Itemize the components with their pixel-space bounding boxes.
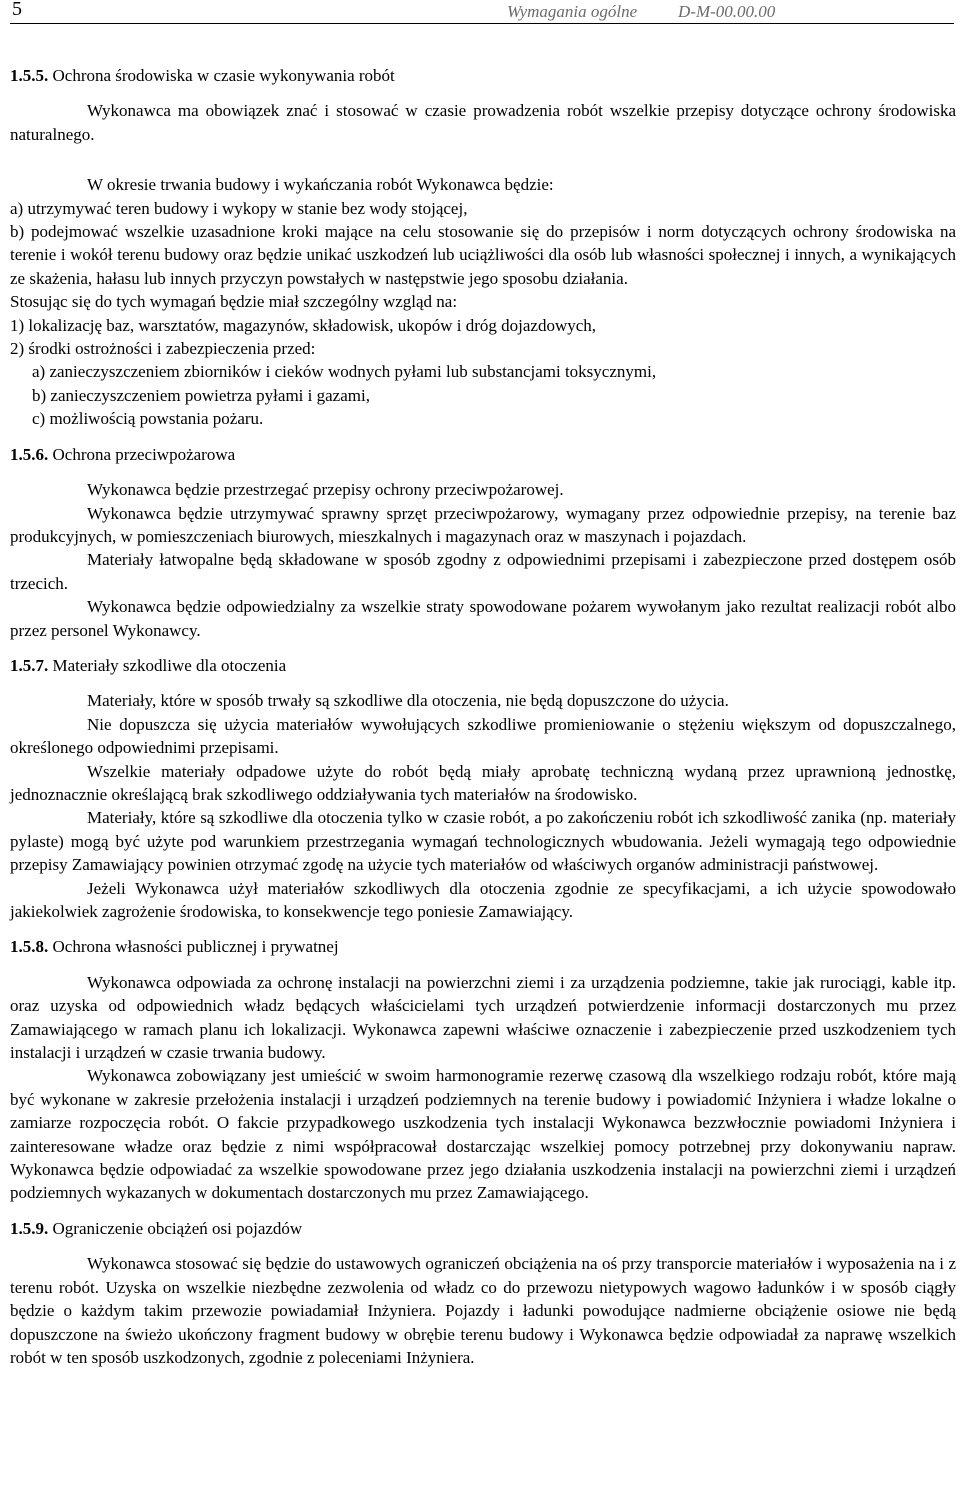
section-number: 1.5.6. bbox=[10, 444, 49, 464]
paragraph: Wykonawca będzie przestrzegać przepisy ochrony przeciwpożarowej. bbox=[87, 480, 564, 500]
list-subitem: c) możliwością powstania pożaru. bbox=[32, 409, 264, 429]
document-body bbox=[10, 64, 956, 1369]
section-number: 1.5.9. bbox=[10, 1218, 49, 1238]
section-heading-1-5-5 bbox=[10, 64, 956, 87]
document-page bbox=[10, 0, 956, 22]
paragraph: Materiały, które są szkodliwe dla otoczenia tylko w czasie robót, a po zakończeniu robót ich szkodliwość zanika (np. materiały pylaste) mogą być użyte pod warunkiem przestrzegania wymagań technologicznych wbudowania. Jeżeli wymagają tego odpowiednie przepisy Zamawiający powinien otrzymać zgodę na użycie tych materiałów od właściwych organów administracji państwowej. bbox=[10, 808, 956, 875]
section-number: 1.5.5. bbox=[10, 66, 49, 85]
section-heading-1-5-9 bbox=[10, 1217, 956, 1240]
header-title: Wymagania ogólne bbox=[507, 2, 638, 21]
paragraph: Jeżeli Wykonawca użył materiałów szkodliwych dla otoczenia zgodnie ze specyfikacjami, a ich użycie spowodowało jakiekolwiek zagrożenie środowiska, to konsekwencje tego poniesie Zamawiający. bbox=[10, 878, 956, 921]
header-code: D-M-00.00.00 bbox=[678, 2, 776, 21]
paragraph: Materiały, które w sposób trwały są szkodliwe dla otoczenia, nie będą dopuszczone do użycia. bbox=[87, 691, 729, 711]
paragraph: Materiały łatwopalne będą składowane w sposób zgodny z odpowiednimi przepisami i zabezpieczone przed dostępem osób trzecich. bbox=[10, 550, 956, 593]
section-title: Ochrona środowiska w czasie wykonywania robót bbox=[52, 66, 395, 85]
section-title: Ograniczenie obciążeń osi pojazdów bbox=[52, 1218, 303, 1238]
section-title: Materiały szkodliwe dla otoczenia bbox=[52, 655, 287, 675]
paragraph: Nie dopuszcza się użycia materiałów wywołujących szkodliwe promieniowanie o stężeniu większym od dopuszczalnego, określonego odpowiednimi przepisami. bbox=[10, 714, 956, 758]
paragraph: Stosując się do tych wymagań będzie miał szczególny wzgląd na: bbox=[10, 292, 458, 312]
list-item: 2) środki ostrożności i zabezpieczenia przed: bbox=[10, 339, 316, 359]
paragraph: Wykonawca odpowiada za ochronę instalacji na powierzchni ziemi i za urządzenia podziemne, takie jak rurociągi, kable itp. oraz uzyska od odpowiednich władz będących właścicielami tych urządzeń potwierdzenie informacji dostarczonych mu przez Zamawiającego w ramach planu ich lokalizacji. Wykonawca zapewni właściwe oznaczenie i zabezpieczenie przed uszkodzeniem tych instalacji i urządzeń w czasie trwania budowy. bbox=[10, 972, 956, 1063]
section-heading-1-5-6 bbox=[10, 443, 956, 466]
list-item: a) utrzymywać teren budowy i wykopy w stanie bez wody stojącej, bbox=[10, 198, 468, 218]
paragraph: Wykonawca ma obowiązek znać i stosować w czasie prowadzenia robót wszelkie przepisy dotyczące ochrony środowiska naturalnego. bbox=[10, 101, 956, 144]
list-subitem: a) zanieczyszczeniem zbiorników i cieków wodnych pyłami lub substancjami toksycznymi, bbox=[32, 362, 657, 382]
page-number: 5 bbox=[12, 0, 22, 20]
section-number: 1.5.7. bbox=[10, 655, 49, 675]
paragraph: Wykonawca będzie utrzymywać sprawny sprzęt przeciwpożarowy, wymagany przez odpowiednie przepisy, na terenie baz produkcyjnych, w pomieszczeniach biurowych, mieszkalnych i magazynach oraz w maszynach i pojazdach. bbox=[10, 503, 956, 546]
paragraph: Wszelkie materiały odpadowe użyte do robót będą miały aprobatę techniczną wydaną przez uprawnioną jednostkę, jednoznacznie określającą brak szkodliwego oddziaływania tych materiałów na środowisko. bbox=[10, 761, 956, 804]
paragraph: Wykonawca zobowiązany jest umieścić w swoim harmonogramie rezerwę czasową dla wszelkiego rodzaju robót, które mają być wykonane w zakresie przełożenia instalacji i urządzeń podziemnych na terenie budowy i powiadomić Inżyniera i władze lokalne o zamiarze rozpoczęcia robót. O fakcie przypadkowego uszkodzenia tych instalacji Wykonawca bezzwłocznie powiadomi Inżyniera i zainteresowane władze oraz będzie z nimi współpracował dostarczając wszelkiej pomocy potrzebnej przy dokonywaniu napraw. Wykonawca będzie odpowiadać za wszelkie spowodowane przez jego działania uszkodzenia instalacji na powierzchni ziemi i urządzeń podziemnych wykazanych w dokumentach dostarczonych mu przez Zamawiającego. bbox=[10, 1066, 956, 1203]
list-item: b) podejmować wszelkie uzasadnione kroki mające na celu stosowanie się do przepisów i norm dotyczących ochrony środowiska na terenie i wokół terenu budowy oraz będzie unikać uszkodzeń lub uciążliwości dla osób lub własności społecznej i innych, a wynikających ze skażenia, hałasu lub innych przyczyn powstałych w następstwie jego sposobu działania. bbox=[10, 222, 956, 288]
section-heading-1-5-8 bbox=[10, 935, 956, 958]
paragraph: Wykonawca będzie odpowiedzialny za wszelkie straty spowodowane pożarem wywołanym jako rezultat realizacji robót albo przez personel Wykonawcy. bbox=[10, 597, 956, 640]
paragraph: W okresie trwania budowy i wykańczania robót Wykonawca będzie: bbox=[87, 175, 554, 195]
header-rule bbox=[10, 23, 954, 24]
paragraph: Wykonawca stosować się będzie do ustawowych ograniczeń obciążenia na oś przy transporcie materiałów i wyposażenia na i z terenu robót. Uzyska on wszelkie niezbędne zezwolenia od władz co do przewozu nietypowych wagowo ładunków i w sposób ciągły będzie o każdym takim przewozie powiadamiał Inżyniera. Pojazdy i ładunki powodujące nadmierne obciążenie osiowe nie będą dopuszczone na świeżo ukończony fragment budowy w obrębie terenu budowy i Wykonawca będzie odpowiadał za naprawę wszelkich robót w ten sposób uszkodzonych, zgodnie z poleceniami Inżyniera. bbox=[10, 1254, 956, 1367]
section-title: Ochrona przeciwpożarowa bbox=[52, 444, 236, 464]
list-item: 1) lokalizację baz, warsztatów, magazynów, składowisk, ukopów i dróg dojazdowych, bbox=[10, 315, 597, 335]
section-heading-1-5-7 bbox=[10, 654, 956, 677]
section-number: 1.5.8. bbox=[10, 937, 49, 957]
section-title: Ochrona własności publicznej i prywatnej bbox=[52, 937, 339, 957]
list-subitem: b) zanieczyszczeniem powietrza pyłami i gazami, bbox=[32, 385, 370, 405]
page-header bbox=[10, 0, 956, 22]
